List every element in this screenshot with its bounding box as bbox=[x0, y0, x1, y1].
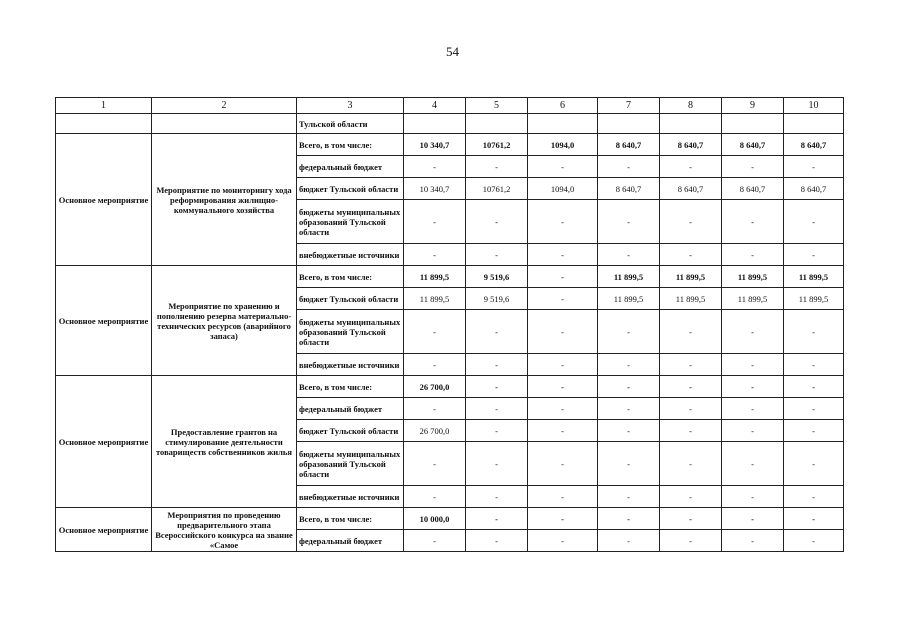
amount-cell: 10761,2 bbox=[466, 134, 528, 156]
col-header: 5 bbox=[466, 98, 528, 114]
continuation-row bbox=[56, 114, 844, 134]
amount-cell: - bbox=[528, 420, 598, 442]
funding-source: бюджеты муниципальных образований Тульской области bbox=[297, 310, 404, 354]
amount-cell: - bbox=[660, 398, 722, 420]
amount-cell: 8 640,7 bbox=[598, 134, 660, 156]
amount-cell: - bbox=[598, 354, 660, 376]
amount-cell: - bbox=[660, 354, 722, 376]
amount-cell: 11 899,5 bbox=[404, 288, 466, 310]
table-row bbox=[56, 508, 844, 530]
funding-source: федеральный бюджет bbox=[297, 398, 404, 420]
col-header: 10 bbox=[784, 98, 844, 114]
funding-source: внебюджетные источники bbox=[297, 354, 404, 376]
amount-cell: - bbox=[660, 244, 722, 266]
funding-source: бюджет Тульской области bbox=[297, 420, 404, 442]
amount-cell: - bbox=[466, 200, 528, 244]
amount-cell: - bbox=[404, 486, 466, 508]
funding-source: бюджет Тульской области bbox=[297, 178, 404, 200]
amount-cell: - bbox=[660, 156, 722, 178]
amount-cell: - bbox=[784, 442, 844, 486]
activity-name: Мероприятия по проведению предварительного этапа Всероссийского конкурса на звание «Самое bbox=[152, 508, 297, 552]
amount-cell: - bbox=[466, 354, 528, 376]
amount-cell: - bbox=[660, 530, 722, 552]
col-header: 8 bbox=[660, 98, 722, 114]
amount-cell: - bbox=[784, 200, 844, 244]
funding-source: Всего, в том числе: bbox=[297, 134, 404, 156]
amount-cell: - bbox=[722, 508, 784, 530]
col-header: 9 bbox=[722, 98, 784, 114]
amount-cell: - bbox=[722, 310, 784, 354]
amount-cell: - bbox=[784, 420, 844, 442]
amount-cell: - bbox=[598, 310, 660, 354]
amount-cell: - bbox=[784, 508, 844, 530]
amount-cell: 11 899,5 bbox=[598, 288, 660, 310]
table-row bbox=[56, 266, 844, 288]
amount-cell: 11 899,5 bbox=[404, 266, 466, 288]
funding-source: Всего, в том числе: bbox=[297, 266, 404, 288]
amount-cell: - bbox=[660, 200, 722, 244]
amount-cell: - bbox=[660, 486, 722, 508]
amount-cell: - bbox=[466, 486, 528, 508]
amount-cell: - bbox=[660, 508, 722, 530]
amount-cell: - bbox=[784, 398, 844, 420]
amount-cell: - bbox=[722, 244, 784, 266]
amount-cell: - bbox=[466, 244, 528, 266]
amount-cell: - bbox=[598, 244, 660, 266]
col-header: 4 bbox=[404, 98, 466, 114]
amount-cell: - bbox=[660, 420, 722, 442]
amount-cell: - bbox=[466, 156, 528, 178]
amount-cell: - bbox=[528, 200, 598, 244]
page-number: 54 bbox=[446, 44, 459, 59]
amount-cell: - bbox=[784, 486, 844, 508]
amount-cell: - bbox=[528, 486, 598, 508]
amount-cell: 11 899,5 bbox=[598, 266, 660, 288]
funding-source: федеральный бюджет bbox=[297, 530, 404, 552]
amount-cell: 11 899,5 bbox=[784, 288, 844, 310]
amount-cell: - bbox=[722, 156, 784, 178]
amount-cell: - bbox=[528, 288, 598, 310]
amount-cell: - bbox=[466, 530, 528, 552]
amount-cell: - bbox=[598, 200, 660, 244]
amount-cell: 8 640,7 bbox=[784, 178, 844, 200]
amount-cell: - bbox=[598, 530, 660, 552]
amount-cell: - bbox=[784, 156, 844, 178]
amount-cell: 11 899,5 bbox=[660, 288, 722, 310]
amount-cell: - bbox=[528, 266, 598, 288]
activity-type: Основное мероприятие bbox=[56, 376, 152, 508]
amount-cell: - bbox=[528, 398, 598, 420]
amount-cell: 8 640,7 bbox=[722, 134, 784, 156]
funding-source: внебюджетные источники bbox=[297, 486, 404, 508]
amount-cell: - bbox=[722, 486, 784, 508]
amount-cell: - bbox=[722, 376, 784, 398]
amount-cell: - bbox=[722, 354, 784, 376]
amount-cell: - bbox=[784, 376, 844, 398]
amount-cell: - bbox=[466, 398, 528, 420]
amount-cell: - bbox=[404, 244, 466, 266]
funding-source: бюджеты муниципальных образований Тульской области bbox=[297, 200, 404, 244]
col-header: 2 bbox=[152, 98, 297, 114]
amount-cell: 11 899,5 bbox=[722, 266, 784, 288]
amount-cell: 11 899,5 bbox=[784, 266, 844, 288]
amount-cell: - bbox=[528, 508, 598, 530]
amount-cell: - bbox=[528, 156, 598, 178]
col-header: 6 bbox=[528, 98, 598, 114]
amount-cell: - bbox=[528, 442, 598, 486]
amount-cell: - bbox=[598, 398, 660, 420]
amount-cell: - bbox=[404, 200, 466, 244]
amount-cell: 9 519,6 bbox=[466, 266, 528, 288]
header-row bbox=[56, 98, 844, 114]
amount-cell: - bbox=[784, 354, 844, 376]
amount-cell: - bbox=[722, 442, 784, 486]
amount-cell: 1094,0 bbox=[528, 178, 598, 200]
funding-source: бюджет Тульской области bbox=[297, 288, 404, 310]
amount-cell: 8 640,7 bbox=[598, 178, 660, 200]
amount-cell: - bbox=[404, 398, 466, 420]
amount-cell: 10 340,7 bbox=[404, 178, 466, 200]
amount-cell: 10761,2 bbox=[466, 178, 528, 200]
amount-cell: - bbox=[660, 442, 722, 486]
amount-cell: - bbox=[466, 442, 528, 486]
amount-cell: 1094,0 bbox=[528, 134, 598, 156]
amount-cell: - bbox=[528, 310, 598, 354]
amount-cell: 8 640,7 bbox=[722, 178, 784, 200]
amount-cell: 11 899,5 bbox=[660, 266, 722, 288]
amount-cell: 9 519,6 bbox=[466, 288, 528, 310]
funding-source: Всего, в том числе: bbox=[297, 376, 404, 398]
funding-source: внебюджетные источники bbox=[297, 244, 404, 266]
table-row bbox=[56, 376, 844, 398]
amount-cell: - bbox=[784, 530, 844, 552]
col-header: 7 bbox=[598, 98, 660, 114]
amount-cell: - bbox=[660, 310, 722, 354]
activity-name: Мероприятие по хранению и пополнению резерва материально-технических ресурсов (аварийного запаса) bbox=[152, 266, 297, 376]
amount-cell: 10 000,0 bbox=[404, 508, 466, 530]
activity-type: Основное мероприятие bbox=[56, 508, 152, 552]
amount-cell: - bbox=[528, 376, 598, 398]
amount-cell: - bbox=[598, 420, 660, 442]
table-row bbox=[56, 134, 844, 156]
amount-cell: - bbox=[404, 354, 466, 376]
amount-cell: - bbox=[784, 244, 844, 266]
activity-name: Мероприятие по мониторингу хода реформирования жилищно-коммунального хозяйства bbox=[152, 134, 297, 266]
amount-cell: - bbox=[466, 420, 528, 442]
amount-cell: - bbox=[784, 310, 844, 354]
amount-cell: 8 640,7 bbox=[660, 134, 722, 156]
amount-cell: - bbox=[722, 420, 784, 442]
amount-cell: - bbox=[722, 200, 784, 244]
funding-table bbox=[55, 97, 844, 552]
funding-source: бюджеты муниципальных образований Тульской области bbox=[297, 442, 404, 486]
amount-cell: - bbox=[466, 376, 528, 398]
amount-cell: - bbox=[598, 508, 660, 530]
col-header: 1 bbox=[56, 98, 152, 114]
row-label: Тульской области bbox=[297, 114, 404, 134]
amount-cell: - bbox=[598, 442, 660, 486]
amount-cell: - bbox=[404, 310, 466, 354]
amount-cell: - bbox=[722, 398, 784, 420]
amount-cell: 8 640,7 bbox=[784, 134, 844, 156]
amount-cell: - bbox=[528, 244, 598, 266]
activity-name: Предоставление грантов на стимулирование деятельности товариществ собственников жилья bbox=[152, 376, 297, 508]
amount-cell: - bbox=[404, 442, 466, 486]
amount-cell: - bbox=[722, 530, 784, 552]
amount-cell: - bbox=[598, 486, 660, 508]
activity-type: Основное мероприятие bbox=[56, 134, 152, 266]
amount-cell: - bbox=[404, 156, 466, 178]
amount-cell: 26 700,0 bbox=[404, 420, 466, 442]
amount-cell: - bbox=[404, 530, 466, 552]
amount-cell: - bbox=[660, 376, 722, 398]
amount-cell: - bbox=[466, 310, 528, 354]
amount-cell: 11 899,5 bbox=[722, 288, 784, 310]
amount-cell: - bbox=[528, 354, 598, 376]
amount-cell: - bbox=[598, 156, 660, 178]
col-header: 3 bbox=[297, 98, 404, 114]
amount-cell: - bbox=[466, 508, 528, 530]
amount-cell: - bbox=[598, 376, 660, 398]
amount-cell: - bbox=[528, 530, 598, 552]
amount-cell: 26 700,0 bbox=[404, 376, 466, 398]
amount-cell: 8 640,7 bbox=[660, 178, 722, 200]
amount-cell: 10 340,7 bbox=[404, 134, 466, 156]
funding-source: Всего, в том числе: bbox=[297, 508, 404, 530]
activity-type: Основное мероприятие bbox=[56, 266, 152, 376]
funding-source: федеральный бюджет bbox=[297, 156, 404, 178]
